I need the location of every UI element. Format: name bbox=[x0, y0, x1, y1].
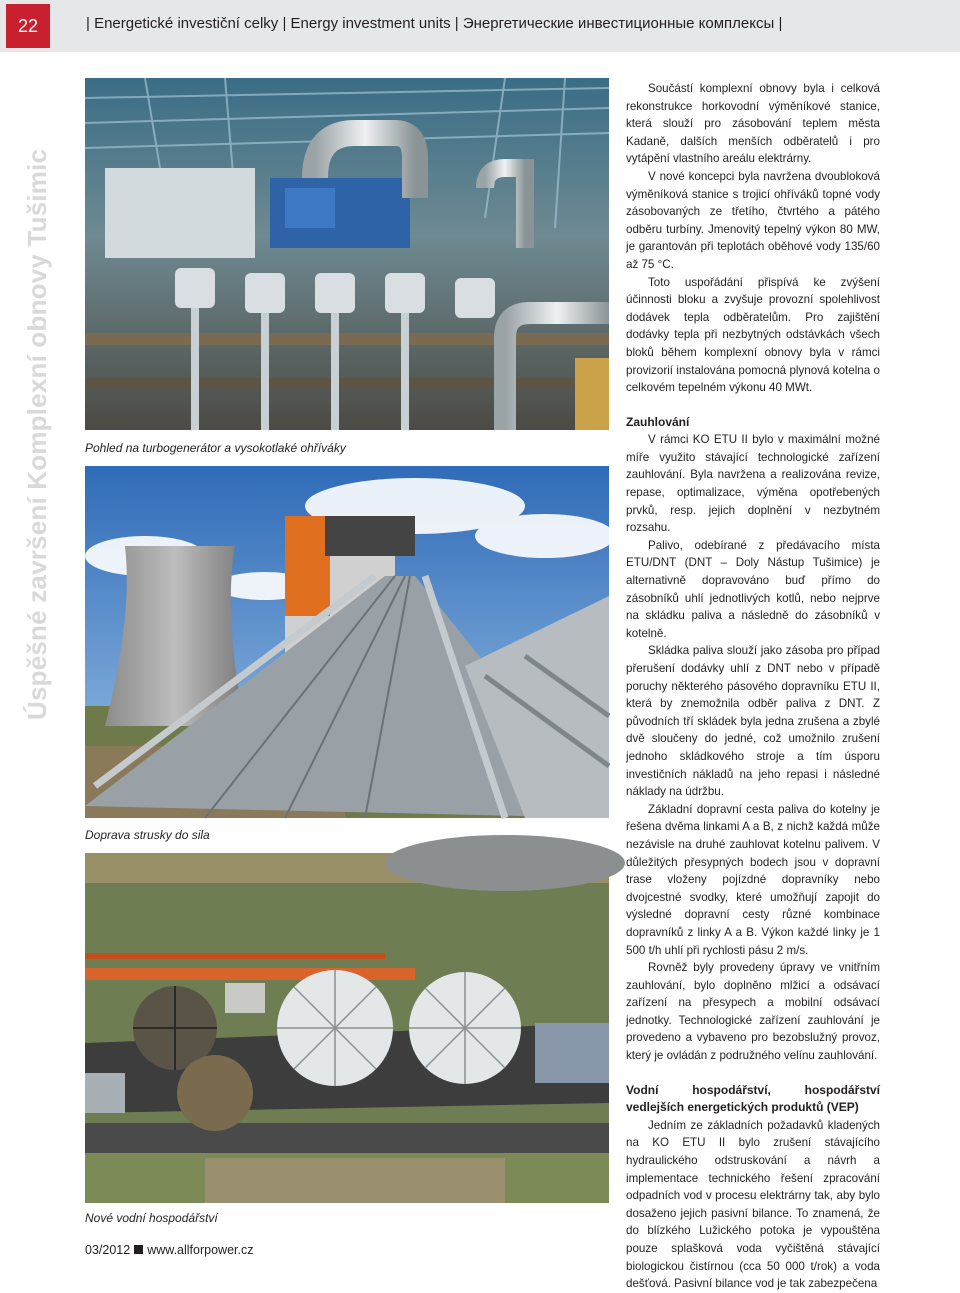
header-title: | Energetické investiční celky | Energy investment units | Энергетические инвестиционные комплексы | bbox=[86, 15, 783, 32]
article-paragraph: Toto uspořádání přispívá ke zvýšení účinnosti bloku a zvyšuje provozní spolehlivost dodávek tepla odběratelům. Pro zajištění dodávky tepla při nezbytných odstávkách všech bloků během komplexní obnovy byla v rámci provizorií instalována pomocná plynová kotelna o celkovém tepelném výkonu 40 MWt. bbox=[626, 275, 880, 395]
article-paragraph: V nové koncepci byla navržena dvoubloková výměníková stanice s trojicí ohříváků topné vody zásobovaných ze třetího, čtvrtého a pátého odběru turbíny. Jmenovitý tepelný výkon 80 MW, je garantován při teplotách oběhové vody 135/60 až 75 °C. bbox=[626, 169, 880, 271]
website-link[interactable]: www.allforpower.cz bbox=[147, 1243, 254, 1257]
article-paragraph: Součástí komplexní obnovy byla i celková rekonstrukce horkovodní výměníkové stanice, která slouží pro zásobování teplem města Kadaně, dalších menších odběratelů i pro vytápění vlastního areálu elektrárny. bbox=[626, 82, 880, 166]
photo-slag-transport bbox=[85, 466, 609, 818]
page-header bbox=[0, 0, 960, 52]
article-column bbox=[626, 80, 880, 1293]
section-heading-coal-handling: Zauhlování bbox=[626, 414, 690, 429]
article-paragraph: Palivo, odebírané z předávacího místa ETU/DNT (DNT – Doly Nástup Tušimice) je alternativně dopravováno buď přímo do zásobníků uhlí jednotlivých kotlů, nebo nejprve na skládku paliva a následně do zásobníků v kotelně. bbox=[626, 538, 880, 640]
photo-turbogenerator bbox=[85, 78, 609, 430]
article-paragraph: Rovněž byly provedeny úpravy ve vnitřním zauhlování, bylo doplněno mlžicí a odsávací zařízení na přesypech a mobilní odsávací jednotky. Technologické zařízení zauhlování je provedeno a vybaveno pro bezobslužný provoz, který je ovládán z podružného velínu zauhlování. bbox=[626, 961, 880, 1063]
section-heading-water-management: Vodní hospodářství, hospodářství vedlejších energetických produktů (VEP) bbox=[626, 1082, 880, 1115]
page-footer bbox=[85, 1243, 253, 1257]
page-number: 22 bbox=[6, 4, 50, 48]
article-paragraph: Jedním ze základních požadavků kladených na KO ETU II bylo zrušení stávajícího hydraulického odstruskování a návrh a implementace technického řešení zpracování odpadních vod v procesu elektrárny tak, aby bylo dosaženo jejich pasivní bilance. To znamená, že do blízkého Lužického potoka je vypouštěna pouze splašková voda vyčištěná stávající biologickou čistírnou (cca 50 000 t/rok) a voda dešťová. Pasivní bilance vod je tak zabezpečena bbox=[626, 1118, 880, 1291]
photo1-caption: Pohled na turbogenerátor a vysokotlaké ohříváky bbox=[85, 441, 346, 455]
side-title: Úspěšné završení Komplexní obnovy Tušimic bbox=[22, 148, 52, 720]
photo-water-management bbox=[85, 853, 609, 1203]
article-paragraph: Skládka paliva slouží jako zásoba pro případ přerušení dodávky uhlí z DNT nebo v případě poruchy některého pásového dopravníku ETU II, která by znemožnila odběr paliva z DNT. Z původních tří skládek byla jedna zrušena a zbylé dvě sloučeny do jedné, což umožnilo zrušení jednoho skládkového stroje a tím úsporu investičních nákladů na jeho repasi i následné náklady na údržbu. bbox=[626, 644, 880, 799]
article-paragraph: V rámci KO ETU II bylo v maximální možné míře využito stávající technologické zařízení zauhlování. Byla navržena a realizována revize, repase, optimalizace, výměna opotřebených prvků, resp. jejich doplnění v nezbytném rozsahu. bbox=[626, 433, 880, 535]
article-paragraph: Základní dopravní cesta paliva do kotelny je řešena dvěma linkami A a B, z nichž každá může nezávisle na druhé zauhlovat kotelnu palivem. V důležitých přesypných bodech jsou v dopravní trase vloženy pojízdné dopravníky nebo dvojcestné svodky, které umožňují zapojit do výsledné dopravní cesty různé kombinace dopravníků z linky A a B. Výkon každé linky je 1 500 t/h uhlí při rychlosti pásu 2 m/s. bbox=[626, 802, 880, 957]
square-bullet-icon bbox=[134, 1245, 143, 1254]
issue-number: 03/2012 bbox=[85, 1243, 131, 1257]
photo3-caption: Nové vodní hospodářství bbox=[85, 1211, 218, 1225]
photo2-caption: Doprava strusky do sila bbox=[85, 828, 210, 842]
